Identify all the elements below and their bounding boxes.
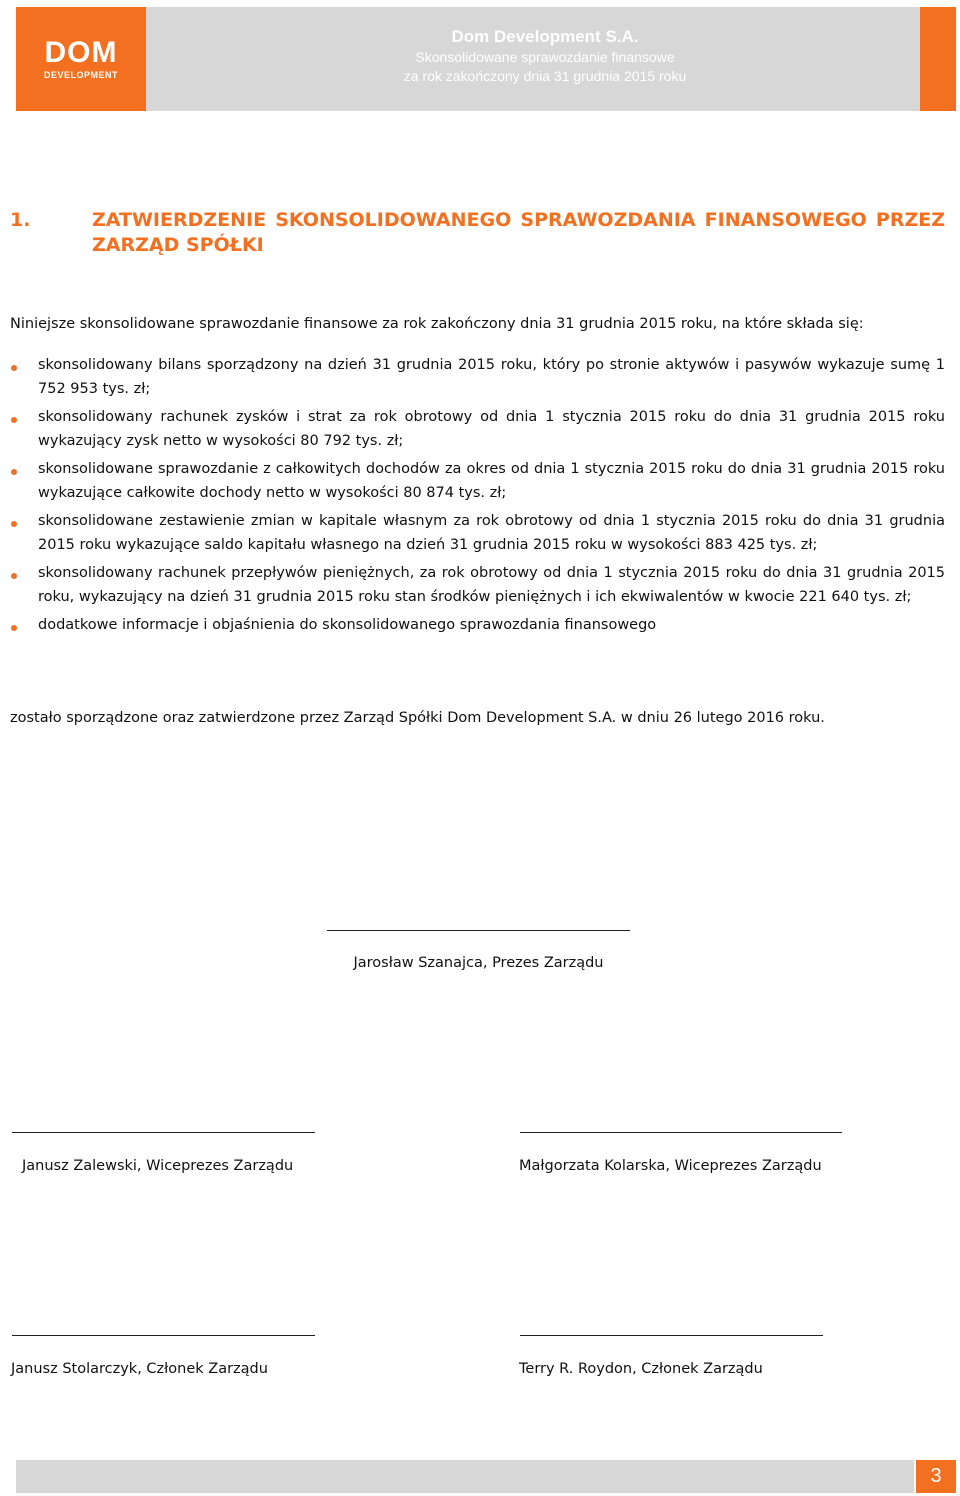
bullet-icon bbox=[11, 625, 17, 631]
report-title: Skonsolidowane sprawozdanie finansowe bbox=[415, 49, 675, 65]
list-item-text: skonsolidowany rachunek zysków i strat za rok obrotowy od dnia 1 stycznia 2015 roku do dnia 31 grudnia 2015 roku wykazujący zysk netto w wysokości 80 792 tys. zł; bbox=[38, 409, 945, 449]
page-number: 3 bbox=[916, 1460, 956, 1493]
signatory-member2: Terry R. Roydon, Członek Zarządu bbox=[519, 1361, 763, 1377]
bullet-icon bbox=[11, 573, 17, 579]
list-item bbox=[0, 509, 945, 557]
signatory-vp1: Janusz Zalewski, Wiceprezes Zarządu bbox=[22, 1158, 294, 1174]
list-item-text: dodatkowe informacje i objaśnienia do skonsolidowanego sprawozdania finansowego bbox=[38, 617, 657, 633]
bullet-icon bbox=[11, 521, 17, 527]
list-item-text: skonsolidowane zestawienie zmian w kapitale własnym za rok obrotowy od dnia 1 stycznia 2015 roku do dnia 31 grudnia 2015 roku wykazujące saldo kapitału własnego na dzień 31 grudnia 2015 roku w wysokości 883 425 tys. zł; bbox=[38, 513, 945, 553]
company-logo bbox=[16, 7, 146, 111]
logo-sub-text: DEVELOPMENT bbox=[43, 70, 118, 80]
signature-line-member2 bbox=[520, 1335, 823, 1336]
closing-paragraph: zostało sporządzone oraz zatwierdzone przez Zarząd Spółki Dom Development S.A. w dniu 26 lutego 2016 roku. bbox=[10, 710, 825, 726]
signatory-president: Jarosław Szanajca, Prezes Zarządu bbox=[353, 955, 604, 971]
signature-line-vp2 bbox=[520, 1132, 842, 1133]
list-item bbox=[0, 613, 945, 637]
bullet-icon bbox=[11, 417, 17, 423]
signature-line-president bbox=[327, 930, 630, 931]
signatory-vp2: Małgorzata Kolarska, Wiceprezes Zarządu bbox=[519, 1158, 822, 1174]
list-item bbox=[0, 405, 945, 453]
list-item bbox=[0, 457, 945, 505]
company-name: Dom Development S.A. bbox=[451, 27, 639, 46]
signatory-member1: Janusz Stolarczyk, Członek Zarządu bbox=[11, 1361, 268, 1377]
list-item-text: skonsolidowany bilans sporządzony na dzień 31 grudnia 2015 roku, który po stronie aktywów i pasywów wykazuje sumę 1 752 953 tys. zł; bbox=[38, 357, 945, 397]
list-item bbox=[0, 353, 945, 401]
report-period: za rok zakończony dnia 31 grudnia 2015 roku bbox=[403, 68, 687, 84]
list-item-text: skonsolidowane sprawozdanie z całkowitych dochodów za okres od dnia 1 stycznia 2015 roku do dnia 31 grudnia 2015 roku wykazujące całkowite dochody netto w wysokości 80 874 tys. zł; bbox=[38, 461, 945, 501]
list-item bbox=[0, 561, 945, 609]
footer-band bbox=[16, 1460, 914, 1493]
section-number: 1. bbox=[10, 209, 31, 231]
statement-list bbox=[0, 353, 945, 641]
bullet-icon bbox=[11, 365, 17, 371]
intro-paragraph: Niniejsze skonsolidowane sprawozdanie finansowe za rok zakończony dnia 31 grudnia 2015 roku, na które składa się: bbox=[10, 316, 864, 332]
list-item-text: skonsolidowany rachunek przepływów pieniężnych, za rok obrotowy od dnia 1 stycznia 2015 roku do dnia 31 grudnia 2015 roku, wykazujący na dzień 31 grudnia 2015 roku stan środków pieniężnych i ich ekwiwalentów w kwocie 221 640 tys. zł; bbox=[38, 565, 945, 605]
header-text bbox=[360, 26, 730, 86]
bullet-icon bbox=[11, 469, 17, 475]
signature-line-member1 bbox=[12, 1335, 315, 1336]
section-heading bbox=[10, 208, 945, 258]
section-title: ZATWIERDZENIE SKONSOLIDOWANEGO SPRAWOZDANIA FINANSOWEGO PRZEZ ZARZĄD SPÓŁKI bbox=[92, 209, 945, 256]
header-accent bbox=[920, 7, 956, 111]
logo-main-text: DOM bbox=[44, 36, 118, 69]
signature-line-vp1 bbox=[12, 1132, 315, 1133]
